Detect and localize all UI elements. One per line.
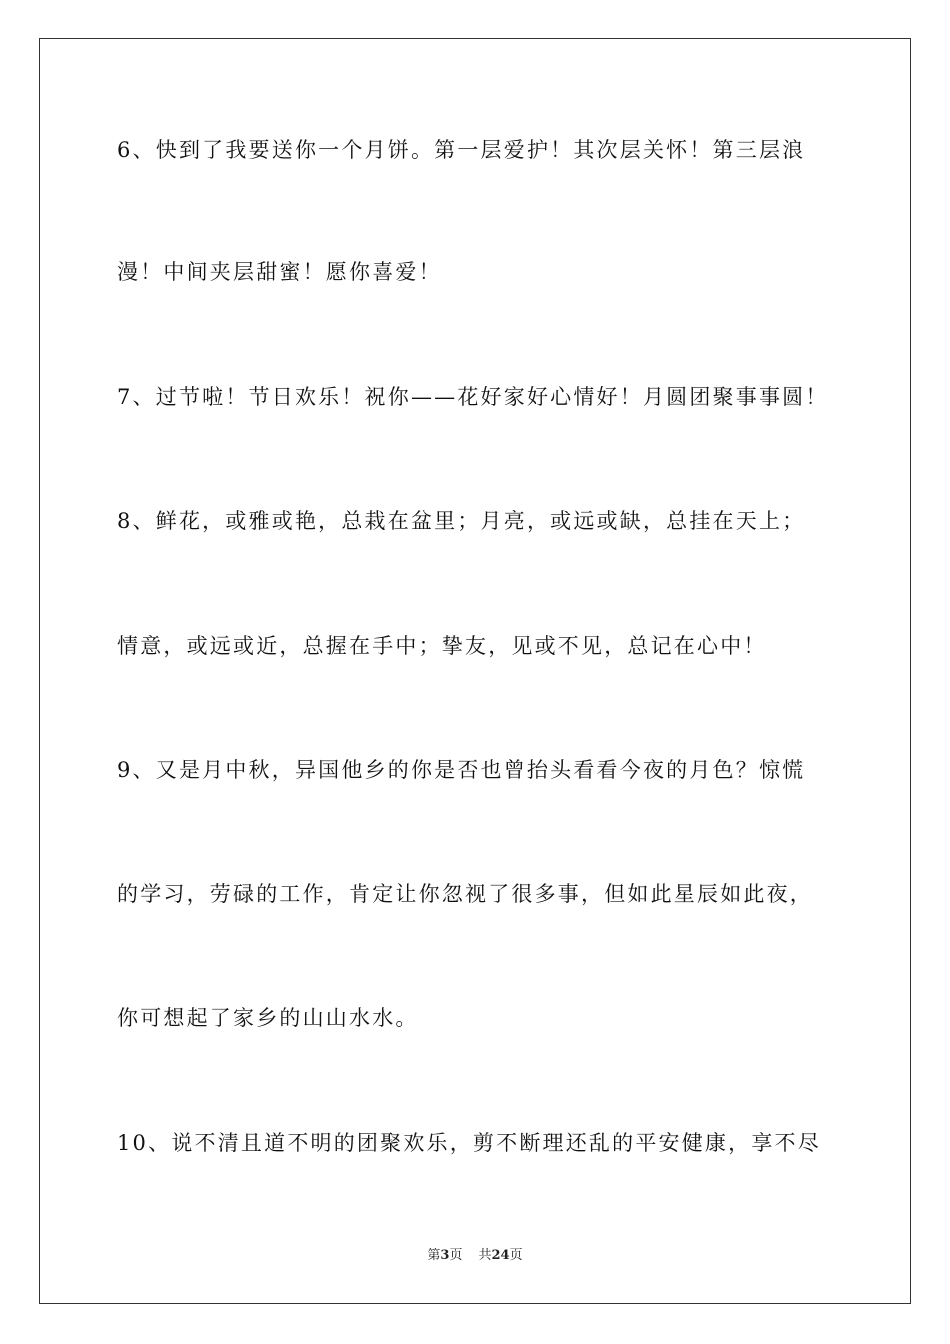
page-prefix: 第 [427, 1248, 441, 1263]
total-suffix: 页 [509, 1248, 523, 1263]
body-line-9: 10、说不清且道不明的团聚欢乐，剪不断理还乱的平安健康，享不尽 [117, 1131, 821, 1155]
page-number: 3 [440, 1248, 450, 1263]
total-prefix: 共 [478, 1248, 492, 1263]
body-line-5: 情意，或远或近，总握在手中；挚友，见或不见，总记在心中！ [117, 634, 767, 658]
body-line-1: 6、快到了我要送你一个月饼。第一层爱护！其次层关怀！第三层浪 [117, 138, 806, 162]
body-line-8: 你可想起了家乡的山山水水。 [117, 1006, 419, 1030]
total-pages: 24 [491, 1248, 510, 1263]
page-border [39, 38, 911, 1304]
body-line-3: 7、过节啦！节日欢乐！祝你——花好家好心情好！月圆团聚事事圆！ [117, 385, 829, 409]
body-line-4: 8、鲜花，或雅或艳，总栽在盆里；月亮，或远或缺，总挂在天上； [117, 509, 806, 533]
page-suffix: 页 [449, 1248, 463, 1263]
body-line-6: 9、又是月中秋，异国他乡的你是否也曾抬头看看今夜的月色？惊慌 [117, 758, 806, 782]
body-line-7: 的学习，劳碌的工作，肯定让你忽视了很多事，但如此星辰如此夜， [117, 882, 813, 906]
body-line-2: 漫！中间夹层甜蜜！愿你喜爱！ [117, 260, 442, 284]
page-footer [0, 1247, 950, 1265]
